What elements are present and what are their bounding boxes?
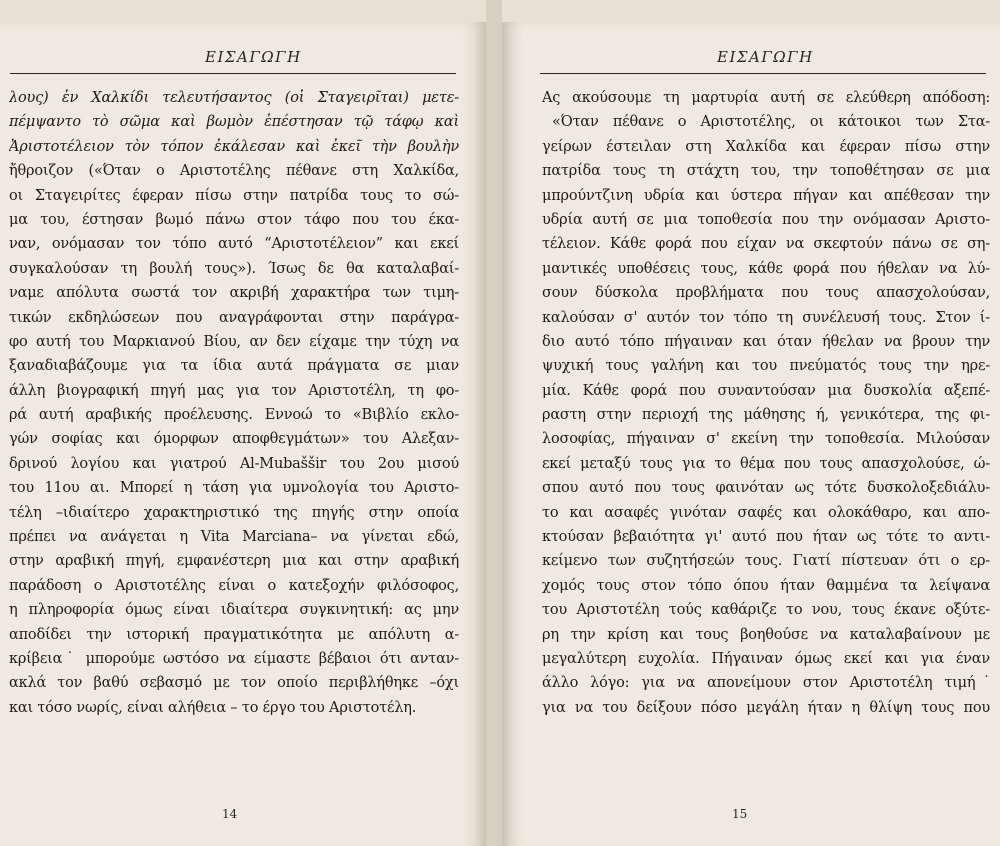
text-line: ἤθροιζον («Όταν ο Αριστοτέλης πέθανε στη Χαλκίδα, [9,163,459,180]
right-page-text [542,86,990,720]
text-line: κτούσαν βεβαιότητα γι' αυτό που ήταν ως τότε το αντι- [542,529,990,546]
text-line: για να του δείξουν πόσο μεγάλη ήταν η θλίψη τους που [542,699,990,716]
text-line: υδρία αυτή σε μια τοποθεσία που την ονόμασαν Αριστο- [542,211,990,228]
text-line: του Αριστοτέλη τούς καθάριζε το νου, τους έκανε οξύτε- [542,602,990,619]
text-line: μαντικές υποθέσεις τους, κάθε φορά που ήθελαν να λύ- [542,260,990,277]
text-line: εκεί μεταξύ τους για το θέμα που τους απασχολούσε, ώ- [542,455,990,472]
text-line: μεγαλύτερη ευχολία. Πήγαιναν όμως εκεί και για έναν [542,650,990,667]
text-line: άλλο λόγο: για να απονείμουν στον Αριστοτέλη τιμή˙ [542,675,990,692]
text-line: Ας ακούσουμε τη μαρτυρία αυτή σε ελεύθερη απόδοση: [542,90,990,106]
text-line: «Όταν πέθανε ο Αριστοτέλης, οι κάτοικοι των Στα- [552,114,990,131]
text-line: γείρων έστειλαν στη Χαλκίδα και έφεραν πίσω στην [542,138,990,155]
text-line: χομός τους στον τόπο όπου ήταν θαμμένα τα λείψανα [542,577,990,594]
text-line: μα του, έστησαν βωμό πάνω στον τάφο που του έκα- [9,211,459,228]
text-line: σπου αυτό που τους φαινόταν ως τότε δυσκολοξεδιάλυ- [542,480,990,497]
left-page-text [9,86,459,720]
text-line: στην αραβική πηγή, εμφανέστερη μια και στην αραβική [9,553,459,570]
text-line: μπρούντζινη υδρία και ύστερα πήγαν και απέθεσαν την [542,187,990,204]
header-rule-right [540,73,986,74]
text-line: ρη την κρίση και τους βοηθούσε να καταλαβαίνουν με [542,626,990,643]
text-line: παράδοση ο Αριστοτέλης είναι ο κατεξοχήν φιλόσοφος, [9,577,459,594]
header-rule-left [10,73,456,74]
text-line: τικών εκδηλώσεων που αναγράφονται στην παράγρα- [9,309,459,326]
text-line: του 11ου αι. Μπορεί η τάση για υμνολογία του Αριστο- [9,480,459,497]
text-line: λοσοφίας, πήγαιναν σ' εκείνη την τοποθεσία. Μιλούσαν [542,431,990,448]
text-line: συγκαλούσαν τη βουλή τους»). Ίσως δε θα καταλαβαί- [9,260,459,277]
running-head-left: ΕΙΣΑΓΩΓΗ [205,48,302,66]
text-line: το και ασαφές γινόταν σαφές και ολοκάθαρο, και απο- [542,504,990,521]
text-line: φο αυτή του Μαρκιανού Βίου, αν δεν είχαμε την τύχη να [9,333,459,350]
text-line: οι Σταγειρίτες έφεραν πίσω στην πατρίδα τους το σώ- [9,187,459,204]
text-line: Ἀριστοτέλειον τὸν τόπον ἐκάλεσαν καὶ ἐκεῖ τὴν βουλὴν [9,138,459,155]
text-line: πρέπει να ανάγεται η Vita Marciana– να γίνεται εδώ, [9,529,459,546]
text-line: πέμψαντο τὸ σῶμα καὶ βωμὸν ἐπέστησαν τῷ τάφῳ καὶ [9,114,459,131]
text-line: ψυχική τους γαλήνη και του πνεύματός τους την ηρε- [542,358,990,375]
text-line: και τόσο νωρίς, είναι αλήθεια – το έργο του Αριστοτέλη. [9,699,417,716]
right-page [502,22,1000,846]
text-line: τέλη –ιδιαίτερο χαρακτηριστικό της πηγής στην οποία [9,504,459,521]
text-line: πατρίδα τους τη στάχτη του, την τοποθέτησαν σε μια [542,163,990,180]
text-line: δρινού λογίου και γιατρού Al-Mubaššir του 2ου μισού [9,455,459,472]
text-line: ναμε απόλυτα σωστά τον ακριβή χαρακτήρα των τιμη- [9,285,459,302]
left-page [0,22,486,846]
text-line: κρίβεια˙ μπορούμε ωστόσο να είμαστε βέβαιοι ότι ανταν- [9,650,459,667]
text-line: γών σοφίας και όμορφων αποφθεγμάτων» του Αλεξαν- [9,431,459,448]
text-line: λους) ἐν Χαλκίδι τελευτήσαντος (οἱ Σταγειρῖται) μετε- [9,90,459,106]
page-number-right: 15 [732,807,748,821]
text-line: σουν δύσκολα προβλήματα που τους απασχολούσαν, [542,285,990,302]
text-line: ραστη στην περιοχή της μάθησης ή, γενικότερα, της φι- [542,407,990,424]
text-line: ξαναδιαβάζουμε για τα ίδια αυτά πράγματα σε μιαν [9,358,459,375]
page-number-left: 14 [222,807,238,821]
text-line: κείμενο των συζητήσεών τους. Γιατί πίστευαν ότι ο ερ- [542,553,990,570]
text-line: μία. Κάθε φορά που συναντούσαν μια δυσκολία αξεπέ- [542,382,990,399]
text-line: άλλη βιογραφική πηγή μας για τον Αριστοτέλη, τη φο- [9,382,459,399]
text-line: ακλά τον βαθύ σεβασμό με τον οποίο περιβλήθηκε –όχι [9,675,459,692]
book-gutter [486,0,502,846]
text-line: η πληροφορία όμως είναι ιδιαίτερα συγκινητική: ας μην [9,602,459,619]
text-line: ναν, ονόμασαν τον τόπο αυτό “Αριστοτέλειον” και εκεί [9,236,459,253]
text-line: διο αυτό τόπο πήγαιναν και όταν ήθελαν να βρουν την [542,333,990,350]
text-line: αποδίδει την ιστορική πραγματικότητα με απόλυτη α- [9,626,459,643]
text-line: ρά αυτή αραβικής προέλευσης. Εννοώ το «Βιβλίο εκλο- [9,407,459,424]
text-line: τέλειον. Κάθε φορά που είχαν να σκεφτούν πάνω σε ση- [542,236,990,253]
running-head-right: ΕΙΣΑΓΩΓΗ [717,48,814,66]
text-line: καλούσαν σ' αυτόν τον τόπο τη συνέλευσή τους. Στον ί- [542,309,990,326]
